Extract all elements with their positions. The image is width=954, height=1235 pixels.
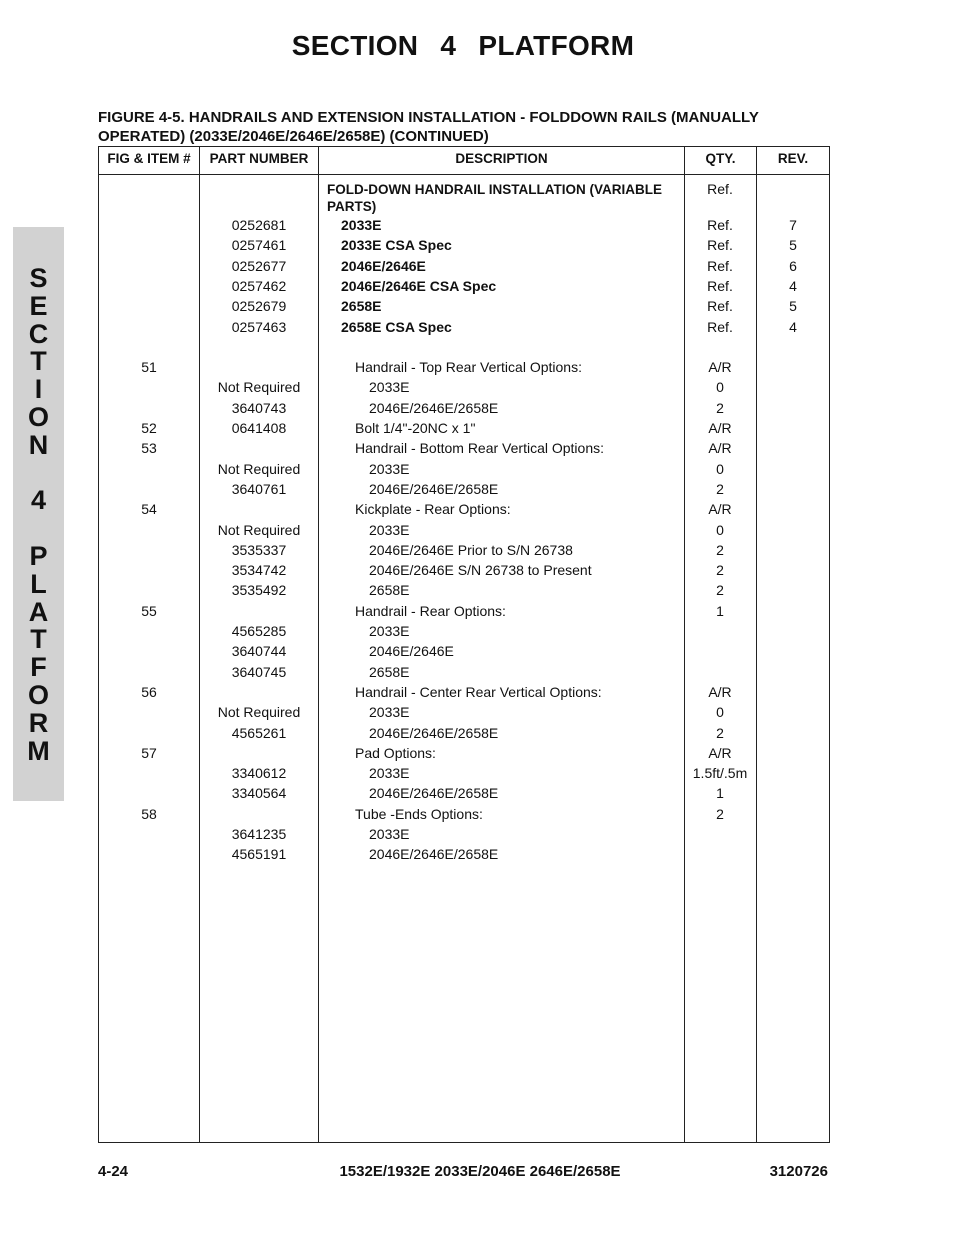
table-row: [99, 276, 829, 296]
side-tab-letter: [13, 515, 64, 543]
part-number-cell: 4565285: [231, 623, 287, 639]
table-row: [99, 438, 829, 458]
description-cell: Handrail - Center Rear Vertical Options:: [355, 683, 602, 700]
qty-cell: 2: [716, 399, 724, 416]
side-tab-letter: O: [27, 679, 49, 710]
table-row: [99, 398, 829, 418]
column-header-qty: QTY.: [705, 151, 736, 166]
description-cell: 2046E/2646E S/N 26738 to Present: [369, 562, 592, 579]
description-cell: 2658E: [369, 582, 410, 599]
part-number-cell: 3535337: [231, 541, 287, 558]
parts-table: [98, 146, 830, 1143]
part-number-cell: 0257463: [231, 318, 287, 335]
part-number-cell: 0252681: [231, 217, 287, 233]
table-row: [99, 560, 829, 580]
part-number-cell: 0252679: [231, 298, 287, 315]
qty-cell: 1: [716, 785, 724, 802]
side-tab-letter: C: [28, 318, 49, 349]
side-tab-letter: 4: [30, 485, 47, 516]
qty-cell: 0: [716, 704, 724, 721]
part-number-cell: 3640743: [231, 399, 287, 416]
table-row: [99, 377, 829, 397]
qty-cell: Ref.: [707, 318, 733, 335]
qty-cell: 0: [716, 379, 724, 396]
table-row: [99, 824, 829, 844]
description-cell: Handrail - Rear Options:: [355, 602, 506, 619]
table-row: [99, 783, 829, 803]
column-header-part-number: PART NUMBER: [209, 151, 309, 166]
rev-cell: 7: [789, 217, 797, 233]
footer-doc-number: 3120726: [769, 1163, 828, 1180]
description-cell: 2046E/2646E/2658E: [369, 480, 499, 497]
qty-cell: 0: [716, 460, 724, 477]
table-row: [99, 804, 829, 824]
side-tab-letter: T: [30, 346, 47, 377]
table-row: [99, 662, 829, 682]
qty-cell: 1: [716, 602, 724, 619]
section-title: SECTION 4 PLATFORM: [291, 30, 635, 61]
part-number-cell: 3340612: [231, 765, 287, 782]
description-cell: 2033E: [369, 826, 410, 842]
table-row: [99, 601, 829, 621]
footer-page-number: 4-24: [98, 1163, 129, 1180]
table-row: [99, 235, 829, 255]
table-row: [99, 418, 829, 438]
table-row: [99, 540, 829, 560]
table-row: [99, 580, 829, 600]
side-tab-letter: L: [30, 568, 47, 599]
table-row: [99, 256, 829, 276]
figure-caption: [98, 108, 818, 146]
description-cell: 2658E CSA Spec: [341, 318, 452, 335]
fig-item-cell: 56: [141, 683, 157, 700]
rev-cell: 4: [789, 277, 797, 294]
part-number-cell: 0252677: [231, 257, 287, 274]
section-side-tab: [13, 227, 64, 801]
qty-cell: 2: [716, 582, 724, 599]
description-cell: 2033E: [341, 217, 382, 233]
description-cell: Kickplate - Rear Options:: [355, 501, 511, 518]
column-header-description: DESCRIPTION: [455, 151, 548, 166]
description-cell: Tube -Ends Options:: [355, 805, 483, 822]
description-cell: 2033E: [369, 460, 410, 477]
description-cell: 2658E: [369, 663, 410, 680]
qty-cell: 0: [716, 521, 724, 538]
part-number-cell: 0257461: [231, 237, 287, 254]
table-row: [99, 641, 829, 661]
table-row: [99, 723, 829, 743]
table-row: [99, 621, 829, 641]
rev-cell: 6: [789, 257, 797, 274]
description-cell: 2033E: [369, 704, 410, 721]
part-number-cell: 4565261: [231, 724, 287, 741]
side-tab-letters: [13, 265, 64, 765]
fig-item-cell: 51: [141, 359, 157, 376]
description-cell: 2033E CSA Spec: [341, 237, 452, 254]
description-cell: 2033E: [369, 765, 410, 782]
part-number-cell: Not Required: [217, 379, 301, 396]
description-cell: PARTS): [327, 199, 377, 214]
table-row: [99, 198, 829, 215]
table-row: [99, 702, 829, 722]
description-cell: Bolt 1/4"-20NC x 1": [355, 420, 476, 436]
column-header-fig-item: FIG & ITEM #: [107, 151, 191, 166]
qty-cell: 2: [716, 724, 724, 741]
table-row: [99, 844, 829, 864]
fig-item-cell: 54: [141, 501, 157, 518]
qty-cell: 2: [716, 541, 724, 558]
description-cell: 2046E/2646E/2658E: [369, 785, 499, 802]
side-tab-letter: [13, 460, 64, 488]
qty-cell: A/R: [708, 440, 732, 457]
qty-cell: Ref.: [707, 257, 733, 274]
side-tab-letter: S: [29, 263, 48, 293]
description-cell: 2046E/2646E/2658E: [369, 399, 499, 416]
qty-cell: Ref.: [707, 277, 733, 294]
qty-cell: 2: [716, 480, 724, 497]
fig-item-cell: 57: [141, 744, 157, 761]
side-tab-letter: N: [28, 429, 49, 460]
part-number-cell: 0257462: [231, 277, 287, 294]
qty-cell: Ref.: [707, 298, 733, 315]
description-cell: 2046E/2646E Prior to S/N 26738: [369, 541, 573, 558]
fig-item-cell: 55: [141, 602, 157, 619]
part-number-cell: 3640745: [231, 663, 287, 680]
part-number-cell: Not Required: [217, 704, 301, 721]
fig-item-cell: 53: [141, 440, 157, 457]
table-row: [99, 682, 829, 702]
fig-item-cell: 52: [141, 420, 157, 436]
table-row: [99, 499, 829, 519]
description-cell: 2046E/2646E/2658E: [369, 846, 499, 863]
part-number-cell: 3534742: [231, 562, 287, 579]
rev-cell: 5: [789, 298, 797, 315]
side-tab-letter: F: [30, 652, 47, 683]
table-row: [99, 215, 829, 235]
qty-cell: A/R: [708, 420, 732, 436]
qty-cell: 1.5ft/.5m: [692, 765, 748, 782]
part-number-cell: 3640761: [231, 480, 287, 497]
side-tab-letter: M: [27, 735, 50, 766]
description-cell: 2046E/2646E: [341, 257, 426, 274]
table-row: [99, 181, 829, 198]
table-header: [99, 147, 829, 175]
part-number-cell: 3535492: [231, 582, 287, 599]
side-tab-letter: O: [27, 401, 49, 432]
qty-cell: A/R: [708, 683, 732, 700]
description-cell: 2033E: [369, 379, 410, 396]
table-row: [99, 520, 829, 540]
qty-cell: A/R: [708, 744, 732, 761]
part-number-cell: Not Required: [217, 521, 301, 538]
description-cell: 2046E/2646E: [369, 643, 454, 660]
qty-cell: A/R: [708, 501, 732, 518]
side-tab-letter: A: [28, 596, 49, 627]
part-number-cell: 4565191: [231, 846, 287, 863]
qty-cell: Ref.: [707, 217, 733, 233]
description-cell: Handrail - Top Rear Vertical Options:: [355, 359, 582, 376]
figure-caption-line-1: FIGURE 4-5. HANDRAILS AND EXTENSION INSTALLATION - FOLDDOWN RAILS (MANUALLY: [98, 109, 759, 126]
side-tab-letter: T: [30, 624, 47, 655]
rev-cell: 4: [789, 318, 797, 335]
side-tab-letter: E: [29, 290, 48, 321]
table-row: [99, 337, 829, 357]
qty-cell: Ref.: [707, 181, 733, 197]
table-row: [99, 317, 829, 337]
qty-cell: 2: [716, 562, 724, 579]
figure-caption-line-2: OPERATED) (2033E/2046E/2646E/2658E) (CONTINUED): [98, 128, 489, 145]
part-number-cell: Not Required: [217, 460, 301, 477]
description-cell: 2033E: [369, 521, 410, 538]
side-tab-letter: I: [34, 374, 43, 405]
column-header-rev: REV.: [777, 151, 809, 166]
table-row: [99, 479, 829, 499]
table-row: [99, 763, 829, 783]
table-row: [99, 743, 829, 763]
description-cell: Pad Options:: [355, 744, 436, 761]
part-number-cell: 3340564: [231, 785, 287, 802]
description-cell: 2658E: [341, 298, 382, 315]
qty-cell: Ref.: [707, 237, 733, 254]
description-cell: 2046E/2646E CSA Spec: [341, 277, 497, 294]
table-row: [99, 357, 829, 377]
part-number-cell: 3641235: [231, 826, 287, 842]
part-number-cell: 0641408: [231, 420, 287, 436]
part-number-cell: 3640744: [231, 643, 287, 660]
table-row: [99, 296, 829, 316]
fig-item-cell: 58: [141, 805, 157, 822]
table-row: [99, 459, 829, 479]
description-cell: FOLD-DOWN HANDRAIL INSTALLATION (VARIABLE: [327, 182, 662, 197]
rev-cell: 5: [789, 237, 797, 254]
qty-cell: A/R: [708, 359, 732, 376]
description-cell: 2033E: [369, 623, 410, 639]
side-tab-letter: R: [28, 707, 49, 738]
qty-cell: 2: [716, 805, 724, 822]
description-cell: Handrail - Bottom Rear Vertical Options:: [355, 440, 604, 457]
side-tab-letter: P: [29, 540, 48, 571]
footer-models: 1532E/1932E 2033E/2046E 2646E/2658E: [339, 1163, 621, 1180]
description-cell: 2046E/2646E/2658E: [369, 724, 499, 741]
